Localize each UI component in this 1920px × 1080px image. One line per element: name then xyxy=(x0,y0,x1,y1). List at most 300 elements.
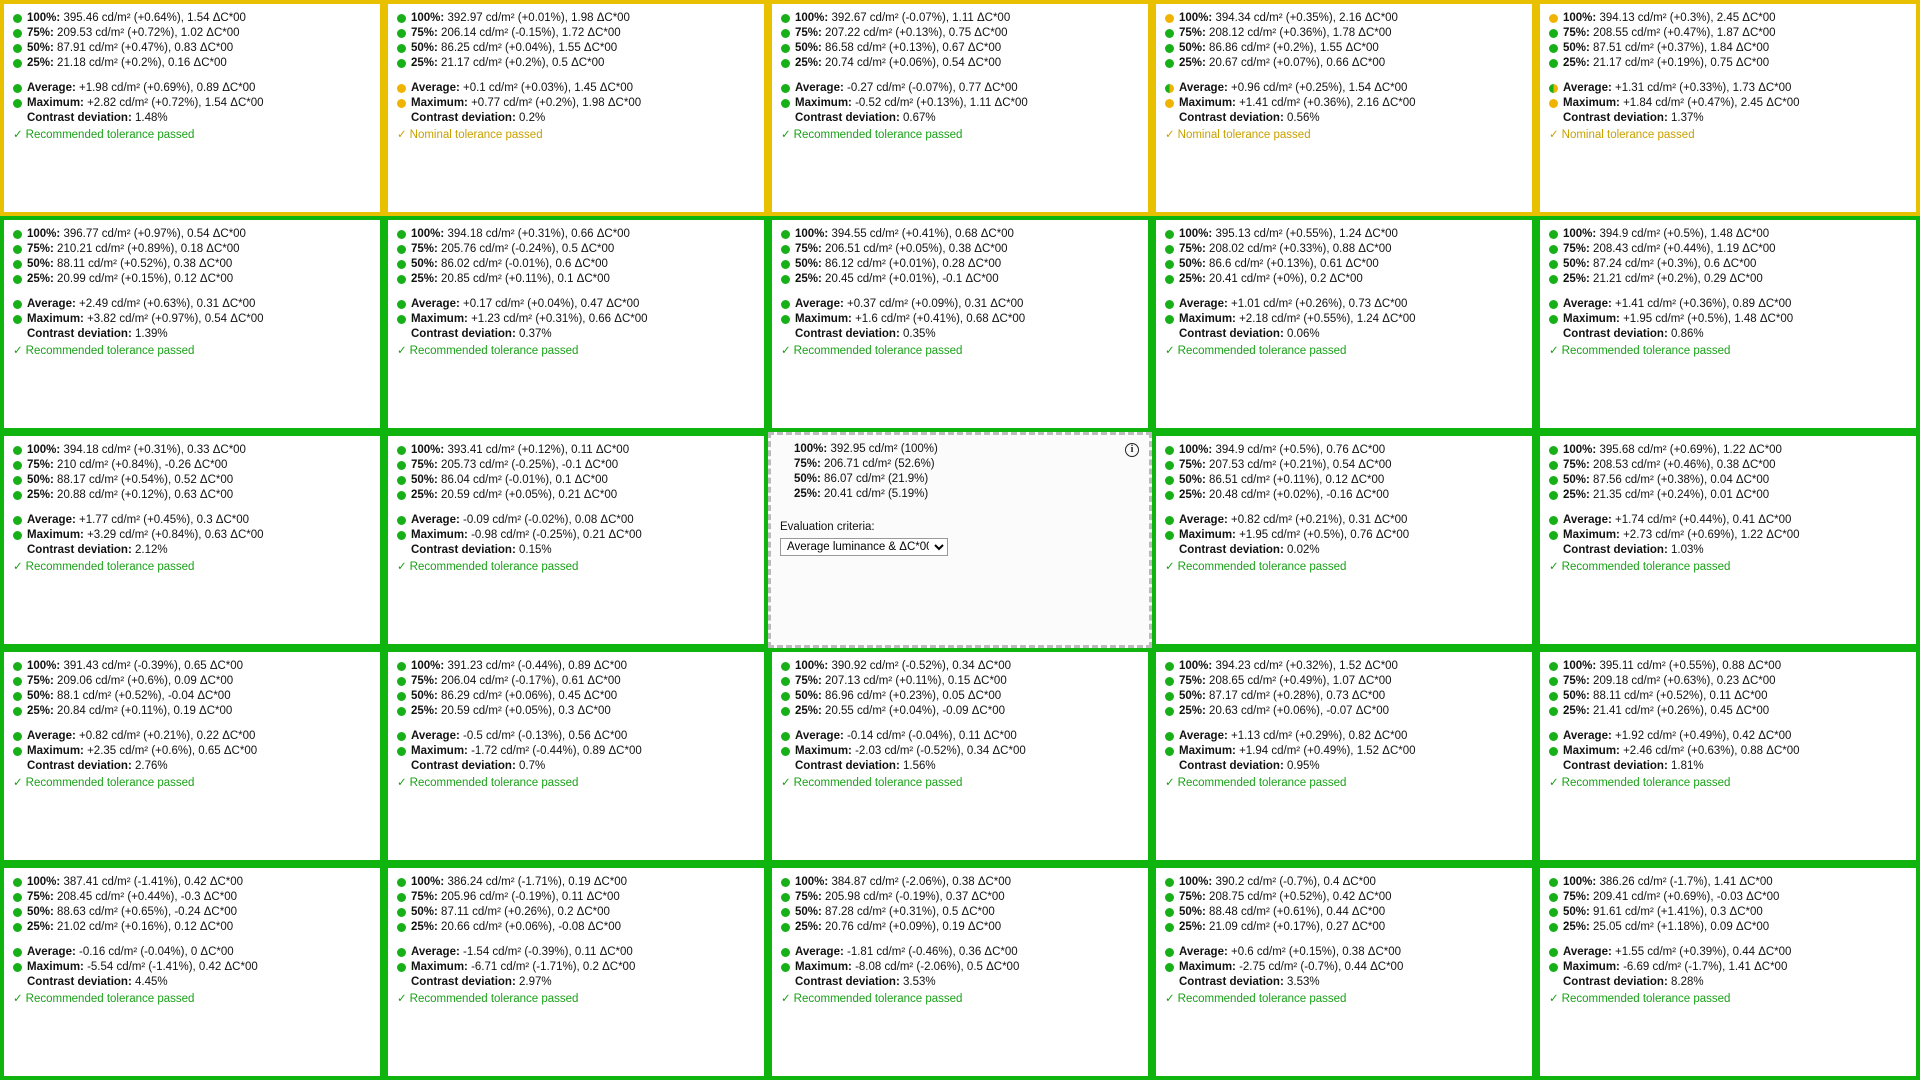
status-dot-icon xyxy=(1165,59,1174,68)
measurement-row xyxy=(13,443,371,458)
measurement-value: 386.26 cd/m² (-1.7%), 1.41 ΔC*00 xyxy=(1599,876,1773,888)
measurement-row xyxy=(13,257,371,272)
measurement-value: 20.48 cd/m² (+0.02%), -0.16 ΔC*00 xyxy=(1209,489,1389,501)
check-icon: ✓ xyxy=(1165,345,1175,357)
measurement-row xyxy=(13,704,371,719)
measurement-row xyxy=(397,26,755,41)
status-dot-icon xyxy=(397,692,406,701)
status-dot-icon xyxy=(13,446,22,455)
measurement-value: 87.28 cd/m² (+0.31%), 0.5 ΔC*00 xyxy=(825,906,995,918)
measurement-row xyxy=(397,890,755,905)
measurement-value: 88.63 cd/m² (+0.65%), -0.24 ΔC*00 xyxy=(57,906,237,918)
contrast-deviation: Contrast deviation: 1.03% xyxy=(1563,544,1704,556)
status-dot-icon xyxy=(397,707,406,716)
spacer xyxy=(13,719,371,729)
measurement-value: +1.41 cd/m² (+0.36%), 2.16 ΔC*00 xyxy=(1239,97,1416,109)
status-dot-icon xyxy=(1165,516,1174,525)
spacer xyxy=(1549,287,1907,297)
measurement-label: 100%: xyxy=(1179,444,1216,456)
spacer xyxy=(1165,935,1523,945)
status-dot-icon xyxy=(1549,446,1558,455)
measurement-value: 21.17 cd/m² (+0.2%), 0.5 ΔC*00 xyxy=(441,57,605,69)
uniformity-patch[interactable] xyxy=(768,0,1152,216)
measurement-row xyxy=(1549,458,1907,473)
uniformity-patch[interactable] xyxy=(384,0,768,216)
measurement-row xyxy=(1549,473,1907,488)
measurement-label: 75%: xyxy=(27,243,58,255)
status-dot-icon xyxy=(1549,747,1558,756)
measurement-label: Average: xyxy=(27,82,79,94)
uniformity-patch[interactable] xyxy=(1536,216,1920,432)
status-dot-icon xyxy=(781,677,790,686)
measurement-value: 87.24 cd/m² (+0.3%), 0.6 ΔC*00 xyxy=(1593,258,1757,270)
contrast-deviation: Contrast deviation: 0.06% xyxy=(1179,328,1320,340)
measurement-value: -6.69 cd/m² (-1.7%), 1.41 ΔC*00 xyxy=(1623,961,1788,973)
contrast-deviation: Contrast deviation: 1.56% xyxy=(795,760,936,772)
measurement-label: Average: xyxy=(411,298,463,310)
status-dot-icon xyxy=(397,29,406,38)
measurement-label: Average: xyxy=(411,514,463,526)
maximum-row xyxy=(1165,312,1523,327)
spacer xyxy=(1165,503,1523,513)
uniformity-patch[interactable] xyxy=(0,648,384,864)
maximum-row xyxy=(781,312,1139,327)
check-icon: ✓ xyxy=(13,561,23,573)
measurement-value: 392.67 cd/m² (-0.07%), 1.11 ΔC*00 xyxy=(831,12,1011,24)
spacer xyxy=(1165,287,1523,297)
tolerance-verdict: ✓ Recommended tolerance passed xyxy=(781,129,963,141)
measurement-value: 86.6 cd/m² (+0.13%), 0.61 ΔC*00 xyxy=(1209,258,1379,270)
status-dot-icon xyxy=(781,84,790,93)
measurement-label: 25%: xyxy=(795,921,826,933)
measurement-value: 20.59 cd/m² (+0.05%), 0.21 ΔC*00 xyxy=(441,489,618,501)
measurement-value: +1.77 cd/m² (+0.45%), 0.3 ΔC*00 xyxy=(79,514,250,526)
uniformity-patch[interactable] xyxy=(768,432,1152,648)
measurement-row xyxy=(780,472,1140,487)
uniformity-patch[interactable] xyxy=(0,864,384,1080)
status-dot-icon xyxy=(1549,662,1558,671)
measurement-label: Average: xyxy=(27,730,79,742)
average-row xyxy=(1165,729,1523,744)
status-dot-icon xyxy=(1165,446,1174,455)
measurement-value: 210 cd/m² (+0.84%), -0.26 ΔC*00 xyxy=(57,459,228,471)
spacer xyxy=(13,503,371,513)
uniformity-patch[interactable] xyxy=(384,216,768,432)
measurement-label: 25%: xyxy=(795,57,826,69)
status-dot-icon xyxy=(1549,677,1558,686)
measurement-label: 25%: xyxy=(27,705,58,717)
measurement-value: 206.71 cd/m² (52.6%) xyxy=(824,458,935,470)
measurement-value: 20.85 cd/m² (+0.11%), 0.1 ΔC*00 xyxy=(441,273,610,285)
measurement-value: 392.97 cd/m² (+0.01%), 1.98 ΔC*00 xyxy=(447,12,630,24)
status-dot-icon xyxy=(13,963,22,972)
measurement-label: 50%: xyxy=(1563,258,1594,270)
measurement-label: 50%: xyxy=(1179,42,1210,54)
check-icon: ✓ xyxy=(1165,129,1175,141)
status-dot-icon xyxy=(1165,476,1174,485)
measurement-value: +0.6 cd/m² (+0.15%), 0.38 ΔC*00 xyxy=(1231,946,1402,958)
measurement-value: 87.11 cd/m² (+0.26%), 0.2 ΔC*00 xyxy=(441,906,610,918)
measurement-row xyxy=(1549,26,1907,41)
measurement-row xyxy=(13,458,371,473)
measurement-row xyxy=(1549,227,1907,242)
status-dot-icon xyxy=(1549,275,1558,284)
tolerance-verdict: ✓ Recommended tolerance passed xyxy=(1165,561,1347,573)
status-dot-icon xyxy=(1549,692,1558,701)
measurement-label: 50%: xyxy=(1179,906,1210,918)
uniformity-patch[interactable] xyxy=(1536,0,1920,216)
status-dot-icon xyxy=(781,963,790,972)
tolerance-verdict: ✓ Recommended tolerance passed xyxy=(781,345,963,357)
status-dot-icon xyxy=(397,260,406,269)
measurement-value: +0.82 cd/m² (+0.21%), 0.22 ΔC*00 xyxy=(79,730,256,742)
average-row xyxy=(781,729,1139,744)
uniformity-patch[interactable] xyxy=(384,864,768,1080)
measurement-value: +2.46 cd/m² (+0.63%), 0.88 ΔC*00 xyxy=(1623,745,1800,757)
measurement-value: -0.98 cd/m² (-0.25%), 0.21 ΔC*00 xyxy=(471,529,642,541)
measurement-value: 86.25 cd/m² (+0.04%), 1.55 ΔC*00 xyxy=(441,42,618,54)
uniformity-patch[interactable] xyxy=(1536,864,1920,1080)
status-dot-icon xyxy=(397,59,406,68)
measurement-row xyxy=(397,257,755,272)
measurement-label: 100%: xyxy=(795,660,832,672)
measurement-value: 209.53 cd/m² (+0.72%), 1.02 ΔC*00 xyxy=(57,27,240,39)
measurement-label: 75%: xyxy=(1563,675,1594,687)
measurement-label: 100%: xyxy=(795,876,832,888)
average-row xyxy=(13,729,371,744)
status-dot-icon xyxy=(780,445,789,454)
measurement-label: Maximum: xyxy=(1563,97,1624,109)
measurement-value: 86.07 cd/m² (21.9%) xyxy=(824,473,929,485)
info-icon[interactable]: i xyxy=(1125,443,1139,457)
spacer xyxy=(781,719,1139,729)
average-row xyxy=(13,81,371,96)
measurement-row xyxy=(397,689,755,704)
measurement-label: 25%: xyxy=(1179,57,1210,69)
uniformity-patch[interactable] xyxy=(1152,648,1536,864)
measurement-label: 50%: xyxy=(27,42,58,54)
measurement-row xyxy=(13,488,371,503)
tolerance-verdict: ✓ Recommended tolerance passed xyxy=(781,993,963,1005)
measurement-label: 100%: xyxy=(1563,444,1600,456)
status-dot-icon xyxy=(13,44,22,53)
measurement-value: +1.95 cd/m² (+0.5%), 0.76 ΔC*00 xyxy=(1239,529,1410,541)
measurement-value: 88.1 cd/m² (+0.52%), -0.04 ΔC*00 xyxy=(57,690,231,702)
measurement-label: Average: xyxy=(1563,298,1615,310)
measurement-row xyxy=(781,56,1139,71)
contrast-deviation: Contrast deviation: 0.7% xyxy=(411,760,546,772)
measurement-row xyxy=(397,905,755,920)
maximum-row xyxy=(781,744,1139,759)
check-icon: ✓ xyxy=(1165,993,1175,1005)
average-row xyxy=(781,297,1139,312)
check-icon: ✓ xyxy=(397,129,407,141)
measurement-row xyxy=(13,674,371,689)
measurement-value: 20.55 cd/m² (+0.04%), -0.09 ΔC*00 xyxy=(825,705,1005,717)
status-dot-icon xyxy=(13,662,22,671)
uniformity-patch[interactable] xyxy=(1152,216,1536,432)
uniformity-patch[interactable] xyxy=(1152,0,1536,216)
measurement-value: -0.27 cd/m² (-0.07%), 0.77 ΔC*00 xyxy=(847,82,1018,94)
measurement-label: Maximum: xyxy=(1179,97,1240,109)
maximum-row xyxy=(397,744,755,759)
spacer xyxy=(397,503,755,513)
measurement-value: +0.96 cd/m² (+0.25%), 1.54 ΔC*00 xyxy=(1231,82,1408,94)
check-icon: ✓ xyxy=(781,129,791,141)
contrast-deviation: Contrast deviation: 2.76% xyxy=(27,760,168,772)
uniformity-patch[interactable] xyxy=(0,0,384,216)
contrast-deviation: Contrast deviation: 1.48% xyxy=(27,112,168,124)
tolerance-verdict: ✓ Nominal tolerance passed xyxy=(397,129,543,141)
measurement-label: 75%: xyxy=(411,243,442,255)
uniformity-patch[interactable] xyxy=(768,864,1152,1080)
contrast-deviation: Contrast deviation: 0.95% xyxy=(1179,760,1320,772)
status-dot-icon xyxy=(1165,14,1174,23)
uniformity-patch[interactable] xyxy=(384,432,768,648)
measurement-value: 87.51 cd/m² (+0.37%), 1.84 ΔC*00 xyxy=(1593,42,1770,54)
measurement-label: 75%: xyxy=(411,27,442,39)
status-dot-icon xyxy=(397,446,406,455)
average-row xyxy=(781,81,1139,96)
measurement-value: +3.29 cd/m² (+0.84%), 0.63 ΔC*00 xyxy=(87,529,264,541)
measurement-row xyxy=(13,905,371,920)
measurement-label: 25%: xyxy=(1563,489,1594,501)
measurement-row xyxy=(1549,905,1907,920)
status-dot-icon xyxy=(13,692,22,701)
check-icon: ✓ xyxy=(397,561,407,573)
measurement-label: 75%: xyxy=(411,459,442,471)
measurement-value: 209.41 cd/m² (+0.69%), -0.03 ΔC*00 xyxy=(1593,891,1780,903)
measurement-row xyxy=(1549,443,1907,458)
measurement-value: 91.61 cd/m² (+1.41%), 0.3 ΔC*00 xyxy=(1593,906,1763,918)
status-dot-icon xyxy=(1549,491,1558,500)
average-row xyxy=(1549,81,1907,96)
measurement-label: Maximum: xyxy=(795,313,856,325)
measurement-value: 20.41 cd/m² (5.19%) xyxy=(824,488,929,500)
measurement-row xyxy=(1549,920,1907,935)
measurement-value: 395.46 cd/m² (+0.64%), 1.54 ΔC*00 xyxy=(63,12,246,24)
measurement-label: 25%: xyxy=(27,273,58,285)
measurement-value: +1.94 cd/m² (+0.49%), 1.52 ΔC*00 xyxy=(1239,745,1416,757)
average-row xyxy=(1549,297,1907,312)
tolerance-verdict: ✓ Recommended tolerance passed xyxy=(397,777,579,789)
measurement-label: 50%: xyxy=(27,474,58,486)
measurement-label: 50%: xyxy=(794,473,825,485)
measurement-row xyxy=(397,11,755,26)
status-dot-icon xyxy=(1549,99,1558,108)
status-dot-icon xyxy=(1165,747,1174,756)
status-dot-icon xyxy=(1549,44,1558,53)
status-dot-icon xyxy=(13,59,22,68)
measurement-row xyxy=(1165,704,1523,719)
measurement-value: 384.87 cd/m² (-2.06%), 0.38 ΔC*00 xyxy=(831,876,1012,888)
average-row xyxy=(781,945,1139,960)
measurement-row xyxy=(1165,458,1523,473)
measurement-label: 75%: xyxy=(1179,675,1210,687)
spacer xyxy=(781,287,1139,297)
tolerance-verdict: ✓ Recommended tolerance passed xyxy=(1165,993,1347,1005)
contrast-deviation: Contrast deviation: 0.15% xyxy=(411,544,552,556)
spacer xyxy=(13,71,371,81)
average-row xyxy=(397,729,755,744)
measurement-row xyxy=(1549,56,1907,71)
status-dot-icon xyxy=(781,692,790,701)
status-dot-icon xyxy=(781,245,790,254)
measurement-label: Average: xyxy=(1179,730,1231,742)
measurement-label: 25%: xyxy=(794,488,825,500)
spacer xyxy=(13,935,371,945)
measurement-value: 87.91 cd/m² (+0.47%), 0.83 ΔC*00 xyxy=(57,42,234,54)
average-row xyxy=(1165,513,1523,528)
measurement-value: 21.21 cd/m² (+0.2%), 0.29 ΔC*00 xyxy=(1593,273,1763,285)
measurement-row xyxy=(397,920,755,935)
measurement-value: 391.23 cd/m² (-0.44%), 0.89 ΔC*00 xyxy=(447,660,628,672)
measurement-value: 394.55 cd/m² (+0.41%), 0.68 ΔC*00 xyxy=(831,228,1014,240)
measurement-row xyxy=(1165,26,1523,41)
measurement-row xyxy=(1549,41,1907,56)
measurement-label: 25%: xyxy=(411,705,442,717)
measurement-label: 25%: xyxy=(27,921,58,933)
average-row xyxy=(13,945,371,960)
measurement-row xyxy=(1165,41,1523,56)
measurement-label: Maximum: xyxy=(1179,745,1240,757)
uniformity-patch[interactable] xyxy=(0,216,384,432)
measurement-row xyxy=(781,227,1139,242)
measurement-label: 100%: xyxy=(795,12,832,24)
measurement-label: 50%: xyxy=(795,42,826,54)
uniformity-patch[interactable] xyxy=(1152,864,1536,1080)
measurement-label: Maximum: xyxy=(411,313,472,325)
status-dot-icon xyxy=(397,14,406,23)
measurement-label: Average: xyxy=(1563,82,1615,94)
measurement-label: Maximum: xyxy=(411,529,472,541)
uniformity-patch[interactable] xyxy=(1536,648,1920,864)
measurement-row xyxy=(397,674,755,689)
uniformity-patch[interactable] xyxy=(1536,432,1920,648)
status-dot-icon xyxy=(1549,476,1558,485)
spacer xyxy=(1549,935,1907,945)
tolerance-verdict: ✓ Recommended tolerance passed xyxy=(13,345,195,357)
uniformity-patch[interactable] xyxy=(0,432,384,648)
status-dot-icon xyxy=(13,84,22,93)
check-icon: ✓ xyxy=(13,129,23,141)
measurement-value: 207.13 cd/m² (+0.11%), 0.15 ΔC*00 xyxy=(825,675,1007,687)
measurement-label: 50%: xyxy=(411,474,442,486)
measurement-value: 88.17 cd/m² (+0.54%), 0.52 ΔC*00 xyxy=(57,474,234,486)
status-dot-icon xyxy=(781,44,790,53)
status-dot-icon xyxy=(781,732,790,741)
measurement-label: 75%: xyxy=(795,675,826,687)
contrast-deviation: Contrast deviation: 3.53% xyxy=(795,976,936,988)
measurement-value: 86.58 cd/m² (+0.13%), 0.67 ΔC*00 xyxy=(825,42,1002,54)
measurement-label: 75%: xyxy=(27,27,58,39)
uniformity-patch[interactable] xyxy=(1152,432,1536,648)
status-dot-icon xyxy=(1549,260,1558,269)
spacer xyxy=(397,287,755,297)
status-dot-icon xyxy=(1165,531,1174,540)
measurement-value: 210.21 cd/m² (+0.89%), 0.18 ΔC*00 xyxy=(57,243,240,255)
measurement-value: -1.81 cd/m² (-0.46%), 0.36 ΔC*00 xyxy=(847,946,1018,958)
uniformity-patch[interactable] xyxy=(768,648,1152,864)
status-dot-icon xyxy=(13,893,22,902)
status-dot-icon xyxy=(397,461,406,470)
status-dot-icon xyxy=(781,707,790,716)
status-dot-icon xyxy=(397,531,406,540)
measurement-value: 208.02 cd/m² (+0.33%), 0.88 ΔC*00 xyxy=(1209,243,1392,255)
measurement-row xyxy=(1549,257,1907,272)
measurement-label: 100%: xyxy=(411,444,448,456)
status-dot-icon xyxy=(1165,99,1174,108)
tolerance-verdict: ✓ Nominal tolerance passed xyxy=(1165,129,1311,141)
measurement-value: 21.41 cd/m² (+0.26%), 0.45 ΔC*00 xyxy=(1593,705,1770,717)
measurement-label: 75%: xyxy=(411,675,442,687)
tolerance-verdict: ✓ Recommended tolerance passed xyxy=(1549,561,1731,573)
measurement-label: 25%: xyxy=(795,705,826,717)
measurement-value: +2.73 cd/m² (+0.69%), 1.22 ΔC*00 xyxy=(1623,529,1800,541)
contrast-deviation: Contrast deviation: 0.35% xyxy=(795,328,936,340)
measurement-row xyxy=(1549,875,1907,890)
measurement-value: 86.12 cd/m² (+0.01%), 0.28 ΔC*00 xyxy=(825,258,1002,270)
measurement-value: 208.65 cd/m² (+0.49%), 1.07 ΔC*00 xyxy=(1209,675,1392,687)
measurement-value: 20.76 cd/m² (+0.09%), 0.19 ΔC*00 xyxy=(825,921,1002,933)
measurement-row xyxy=(1549,272,1907,287)
uniformity-patch[interactable] xyxy=(384,648,768,864)
measurement-value: 207.22 cd/m² (+0.13%), 0.75 ΔC*00 xyxy=(825,27,1008,39)
measurement-label: Average: xyxy=(1179,514,1231,526)
spacer xyxy=(1549,71,1907,81)
measurement-label: 75%: xyxy=(795,243,826,255)
status-dot-icon xyxy=(1549,707,1558,716)
measurement-value: 205.98 cd/m² (-0.19%), 0.37 ΔC*00 xyxy=(825,891,1005,903)
measurement-row xyxy=(13,242,371,257)
measurement-row xyxy=(13,272,371,287)
measurement-label: 50%: xyxy=(411,906,442,918)
status-dot-icon xyxy=(397,908,406,917)
status-dot-icon xyxy=(1165,230,1174,239)
measurement-row xyxy=(781,272,1139,287)
measurement-label: Average: xyxy=(411,946,463,958)
check-icon: ✓ xyxy=(1549,777,1559,789)
spacer xyxy=(1165,71,1523,81)
measurement-label: Maximum: xyxy=(795,745,856,757)
measurement-row xyxy=(13,689,371,704)
average-row xyxy=(13,513,371,528)
measurement-label: 50%: xyxy=(1179,690,1210,702)
maximum-row xyxy=(1549,528,1907,543)
maximum-row xyxy=(1549,744,1907,759)
measurement-value: +1.55 cd/m² (+0.39%), 0.44 ΔC*00 xyxy=(1615,946,1792,958)
measurement-value: 207.53 cd/m² (+0.21%), 0.54 ΔC*00 xyxy=(1209,459,1392,471)
spacer xyxy=(397,719,755,729)
measurement-value: 88.48 cd/m² (+0.61%), 0.44 ΔC*00 xyxy=(1209,906,1386,918)
measurement-row xyxy=(781,674,1139,689)
measurement-label: Maximum: xyxy=(1563,529,1624,541)
measurement-label: Maximum: xyxy=(1563,313,1624,325)
measurement-label: 25%: xyxy=(1179,489,1210,501)
measurement-label: 100%: xyxy=(794,443,831,455)
measurement-label: 75%: xyxy=(411,891,442,903)
measurement-row xyxy=(781,875,1139,890)
contrast-deviation: Contrast deviation: 2.97% xyxy=(411,976,552,988)
uniformity-patch[interactable] xyxy=(768,216,1152,432)
measurement-label: 100%: xyxy=(795,228,832,240)
status-dot-icon xyxy=(1165,275,1174,284)
measurement-label: Maximum: xyxy=(795,961,856,973)
measurement-value: -2.75 cd/m² (-0.7%), 0.44 ΔC*00 xyxy=(1239,961,1404,973)
evaluation-criteria-select[interactable] xyxy=(780,538,948,556)
measurement-value: 391.43 cd/m² (-0.39%), 0.65 ΔC*00 xyxy=(63,660,244,672)
measurement-label: 100%: xyxy=(1563,12,1600,24)
